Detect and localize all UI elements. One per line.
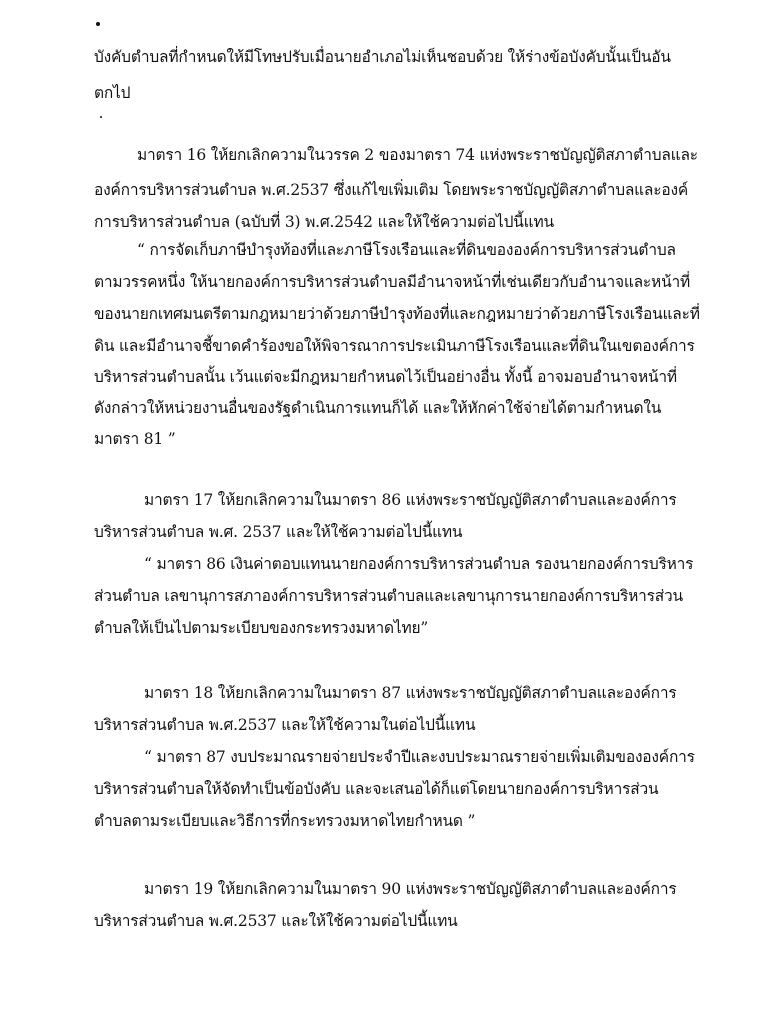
text-line: บริหารส่วนตำบล พ.ศ. 2537 และให้ใช้ความต่อไปนี้แทน: [94, 523, 463, 541]
text-line: มาตรา 18 ให้ยกเลิกความในมาตรา 87 แห่งพระราชบัญญัติสภาตำบลและองค์การ: [144, 684, 677, 702]
text-line: บริหารส่วนตำบลนั้น เว้นแต่จะมีกฎหมายกำหนดไว้เป็นอย่างอื่น ทั้งนี้ อาจมอบอำนาจหน้าที่: [94, 368, 677, 386]
text-line: ตามวรรคหนึ่ง ให้นายกองค์การบริหารส่วนตำบลมีอำนาจหน้าที่เช่นเดียวกับอำนาจและหน้าที่: [94, 273, 690, 291]
text-line: บริหารส่วนตำบลให้จัดทำเป็นข้อบังคับ และจะเสนอได้ก็แต่โดยนายกองค์การบริหารส่วน: [94, 780, 659, 798]
text-line: “ มาตรา 87 งบประมาณรายจ่ายประจำปีและงบประมาณรายจ่ายเพิ่มเติมขององค์การ: [144, 748, 695, 766]
text-line: มาตรา 81 ”: [94, 430, 176, 448]
text-line: “ มาตรา 86 เงินค่าตอบแทนนายกองค์การบริหารส่วนตำบล รองนายกองค์การบริหาร: [144, 555, 694, 573]
text-line: มาตรา 19 ให้ยกเลิกความในมาตรา 90 แห่งพระราชบัญญัติสภาตำบลและองค์การ: [144, 880, 677, 898]
text-line: บริหารส่วนตำบล พ.ศ.2537 และให้ใช้ความต่อไปนี้แทน: [94, 912, 458, 930]
text-line: ของนายกเทศมนตรีตามกฎหมายว่าด้วยภาษีบำรุงท้องที่และกฎหมายว่าด้วยภาษีโรงเรือนและที่: [94, 305, 700, 323]
scan-speck: [96, 22, 100, 26]
text-line: การบริหารส่วนตำบล (ฉบับที่ 3) พ.ศ.2542 และให้ใช้ความต่อไปนี้แทน: [94, 213, 554, 231]
text-line: มาตรา 16 ให้ยกเลิกความในวรรค 2 ของมาตรา 74 แห่งพระราชบัญญัติสภาตำบลและ: [137, 146, 698, 164]
text-line: องค์การบริหารส่วนตำบล พ.ศ.2537 ซึ่งแก้ไขเพิ่มเติม โดยพระราชบัญญัติสภาตำบลและองค์: [94, 181, 688, 199]
text-line: ส่วนตำบล เลขานุการสภาองค์การบริหารส่วนตำบลและเลขานุการนายกองค์การบริหารส่วน: [94, 587, 683, 605]
text-line: “ การจัดเก็บภาษีบำรุงท้องที่และภาษีโรงเรือนและที่ดินขององค์การบริหารส่วนตำบล: [137, 241, 676, 259]
scan-speck: [100, 116, 102, 118]
text-line: ดังกล่าวให้หน่วยงานอื่นของรัฐดำเนินการแทนก็ได้ และให้หักค่าใช้จ่ายได้ตามกำหนดใน: [94, 399, 662, 417]
text-line: ดิน และมีอำนาจชี้ขาดคำร้องขอให้พิจารณาการประเมินภาษีโรงเรือนและที่ดินในเขตองค์การ: [94, 337, 695, 355]
text-line: บังคับตำบลที่กำหนดให้มีโทษปรับเมื่อนายอำเภอไม่เห็นชอบด้วย ให้ร่างข้อบังคับนั้นเป็นอัน: [94, 48, 671, 66]
text-line: ตำบลให้เป็นไปตามระเบียบของกระทรวงมหาดไทย”: [94, 619, 429, 637]
text-line: มาตรา 17 ให้ยกเลิกความในมาตรา 86 แห่งพระราชบัญญัติสภาตำบลและองค์การ: [144, 491, 677, 509]
text-line: บริหารส่วนตำบล พ.ศ.2537 และให้ใช้ความในต่อไปนี้แทน: [94, 716, 476, 734]
text-line: ตำบลตามระเบียบและวิธีการที่กระทรวงมหาดไทยกำหนด ”: [94, 812, 476, 830]
text-line: ตกไป: [94, 84, 131, 102]
